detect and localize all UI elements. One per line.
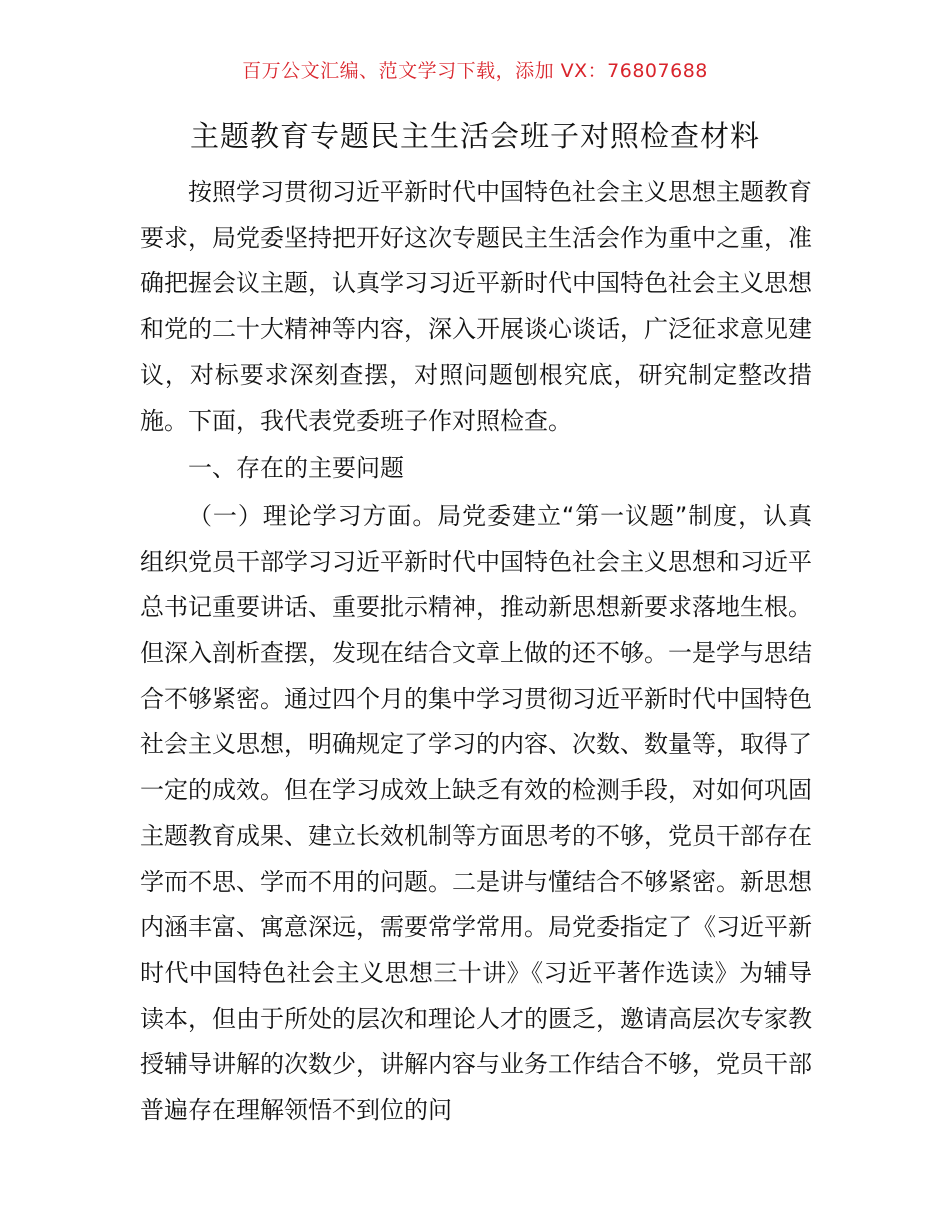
header-banner: 百万公文汇编、范文学习下载，添加 VX：76807688 [242, 60, 708, 82]
section-paragraph: （一）理论学习方面。局党委建立“第一议题”制度，认真组织党员干部学习习近平新时代中国特色社会主义思想和习近平总书记重要讲话、重要批示精神，推动新思想新要求落地生根。但深入剖析查摆，发现在结合文章上做的还不够。一是学与思结合不够紧密。通过四个月的集中学习贯彻习近平新时代中国特色社会主义思想，明确规定了学习的内容、次数、数量等，取得了一定的成效。但在学习成效上缺乏有效的检测手段，对如何巩固主题教育成果、建立长效机制等方面思考的不够，党员干部存在学而不思、学而不用的问题。二是讲与懂结合不够紧密。新思想内涵丰富、寓意深远，需要常学常用。局党委指定了《习近平新时代中国特色社会主义思想三十讲》《习近平著作选读》为辅导读本，但由于所处的层次和理论人才的匮乏，邀请高层次专家教授辅导讲解的次数少，讲解内容与业务工作结合不够，党员干部普遍存在理解领悟不到位的问 [140, 501, 812, 1125]
intro-paragraph: 按照学习贯彻习近平新时代中国特色社会主义思想主题教育要求，局党委坚持把开好这次专题民主生活会作为重中之重，准确把握会议主题，认真学习习近平新时代中国特色社会主义思想和党的二十大精神等内容，深入开展谈心谈话，广泛征求意见建议，对标要求深刻查摆，对照问题刨根究底，研究制定整改措施。下面，我代表党委班子作对照检查。 [140, 178, 812, 435]
document-title: 主题教育专题民主生活会班子对照检查材料 [189, 119, 760, 153]
document-body [140, 170, 812, 1134]
section-heading: 一、存在的主要问题 [188, 454, 404, 483]
